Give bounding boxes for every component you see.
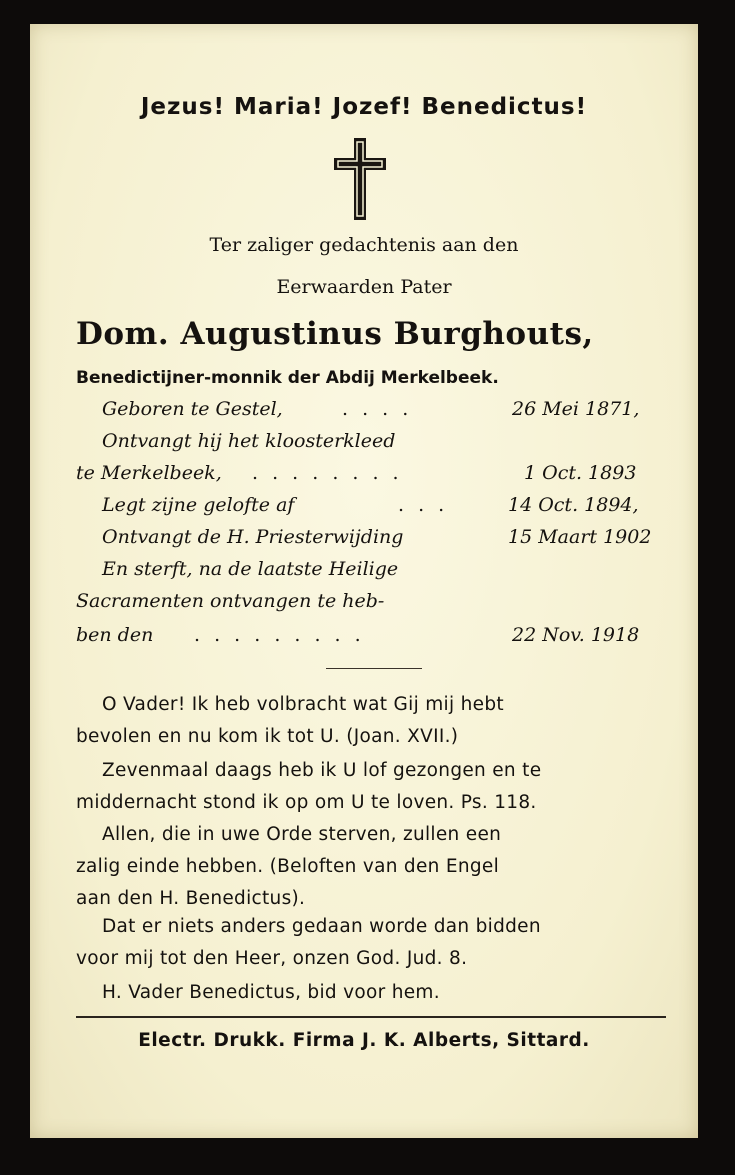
event-dots: . . . . . . . . bbox=[252, 462, 403, 484]
prayer-line: zalig einde hebben. (Beloften van den Engel bbox=[76, 856, 500, 877]
event-text: En sterft, na de laatste Heilige bbox=[102, 558, 399, 580]
prayer-line: bevolen en nu kom ik tot U. (Joan. XVII.) bbox=[76, 726, 459, 747]
prayer-line: Zevenmaal daags heb ik U lof gezongen en te bbox=[102, 760, 542, 781]
deceased-role: Benedictijner-monnik der Abdij Merkelbeek. bbox=[76, 368, 499, 388]
footer-rule bbox=[76, 1016, 666, 1018]
event-text: te Merkelbeek, bbox=[76, 462, 222, 484]
event-date: 15 Maart 1902 bbox=[508, 526, 652, 548]
prayer-line: Dat er niets anders gedaan worde dan bidden bbox=[102, 916, 541, 937]
event-text: Geboren te Gestel, bbox=[102, 398, 283, 420]
printer-imprint: Electr. Drukk. Firma J. K. Alberts, Sittard. bbox=[138, 1030, 590, 1051]
event-date: 26 Mei 1871, bbox=[512, 398, 640, 420]
deceased-name: Dom. Augustinus Burghouts, bbox=[76, 316, 594, 352]
memorial-card bbox=[30, 24, 698, 1138]
event-text: Ontvangt de H. Priesterwijding bbox=[102, 526, 404, 548]
prayer-line: H. Vader Benedictus, bid voor hem. bbox=[102, 982, 440, 1003]
event-date: 22 Nov. 1918 bbox=[512, 624, 640, 646]
prayer-line: O Vader! Ik heb volbracht wat Gij mij hebt bbox=[102, 694, 504, 715]
prayer-line: middernacht stond ik op om U te loven. Ps. 118. bbox=[76, 792, 537, 813]
invocation-heading: Jezus! Maria! Jozef! Benedictus! bbox=[140, 94, 588, 120]
event-dots: . . . . bbox=[342, 398, 413, 420]
prayer-line: voor mij tot den Heer, onzen God. Jud. 8. bbox=[76, 948, 468, 969]
cross-icon bbox=[330, 136, 390, 222]
event-text: ben den bbox=[76, 624, 154, 646]
event-text: Legt zijne gelofte af bbox=[102, 494, 295, 516]
event-dots: . . . . . . . . . bbox=[194, 624, 365, 646]
event-text: Ontvangt hij het kloosterkleed bbox=[102, 430, 396, 452]
prayer-line: aan den H. Benedictus). bbox=[76, 888, 306, 909]
event-text: Sacramenten ontvangen te heb- bbox=[76, 590, 385, 612]
intro-line-1: Ter zaliger gedachtenis aan den bbox=[209, 234, 519, 256]
prayer-line: Allen, die in uwe Orde sterven, zullen een bbox=[102, 824, 502, 845]
intro-line-2: Eerwaarden Pater bbox=[276, 276, 452, 298]
event-date: 1 Oct. 1893 bbox=[524, 462, 637, 484]
separator-line bbox=[326, 668, 422, 669]
event-dots: . . . bbox=[398, 494, 449, 516]
event-date: 14 Oct. 1894, bbox=[508, 494, 639, 516]
